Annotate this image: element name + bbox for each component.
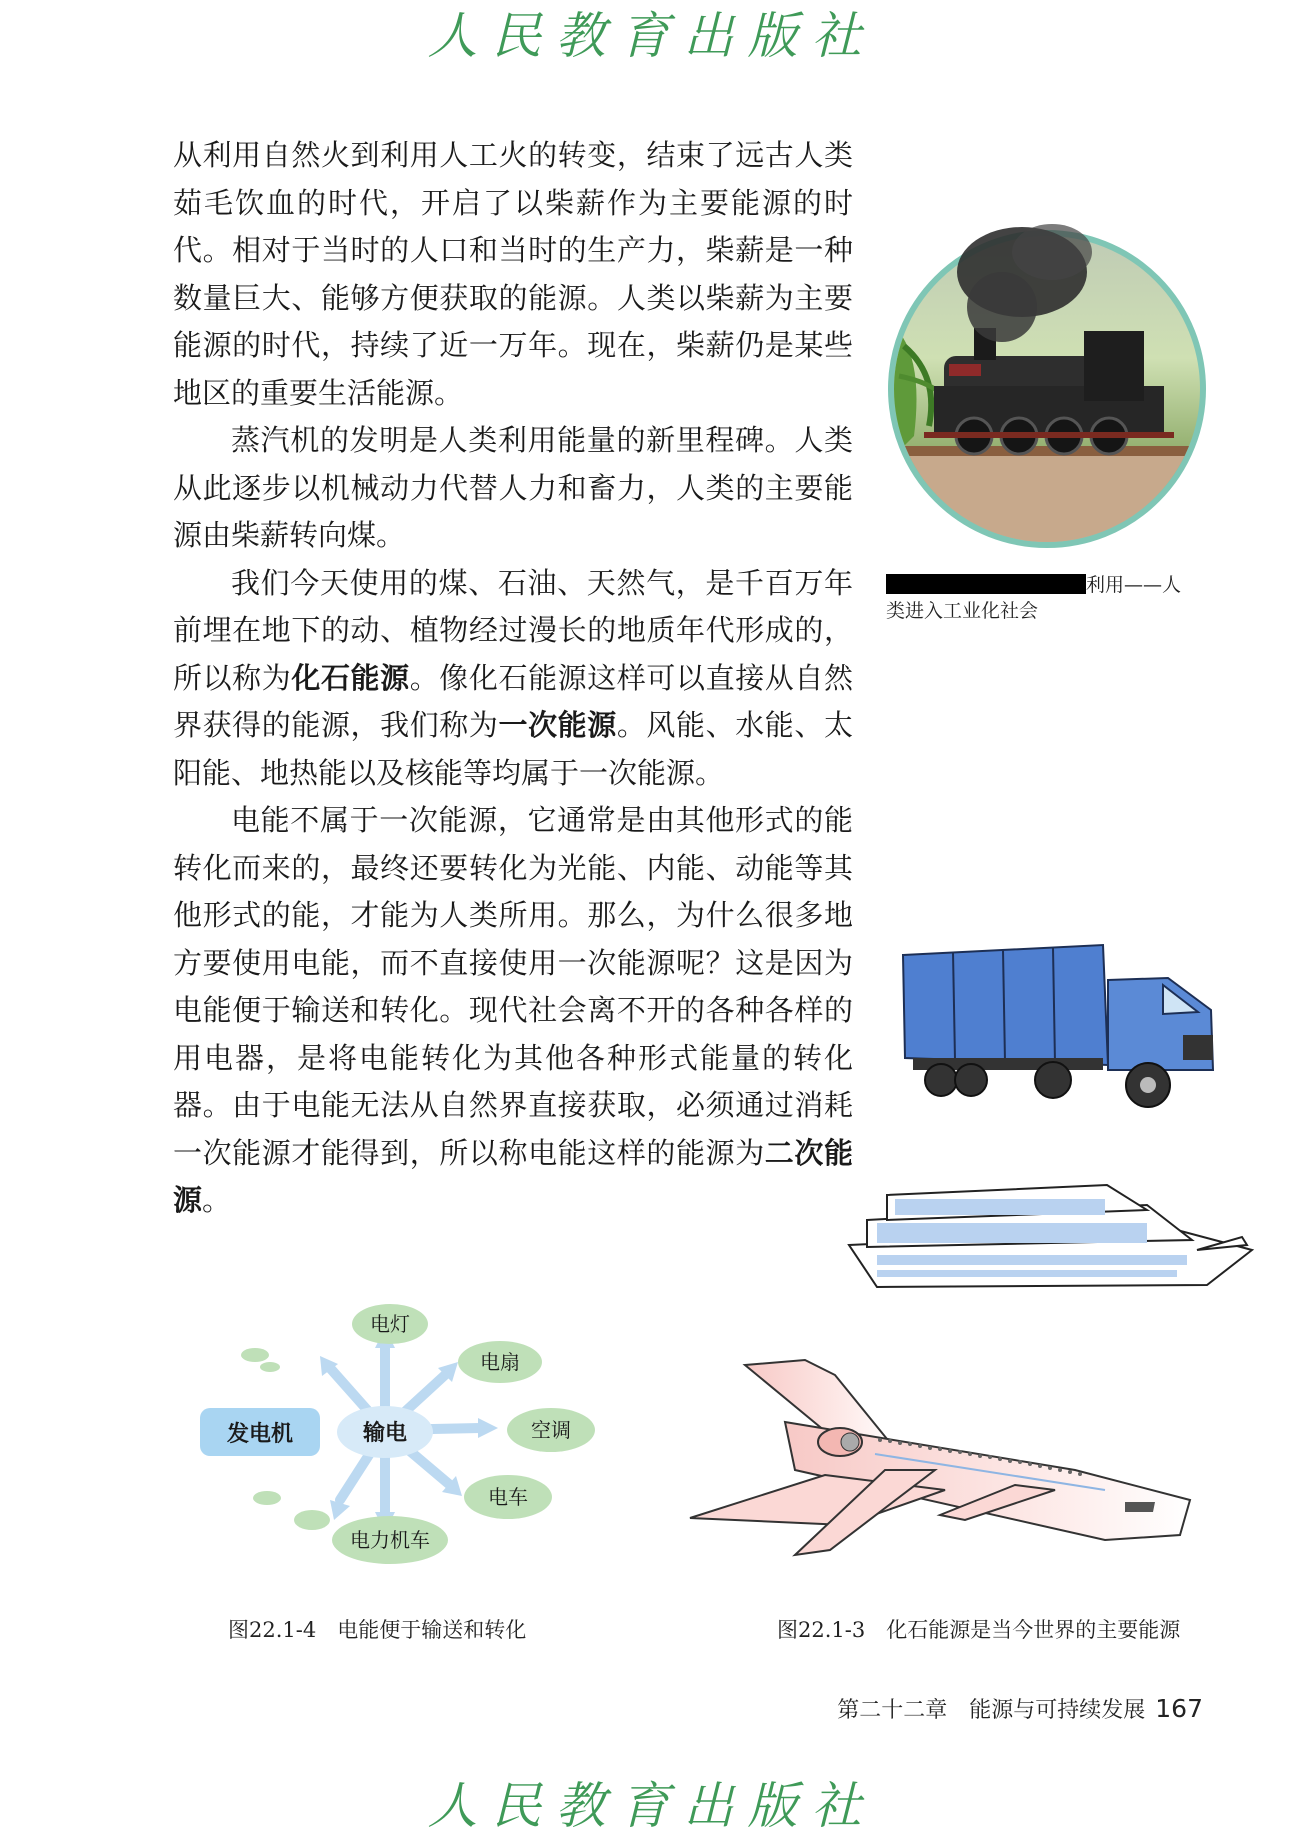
- text-segment: 。风能、水能、太阳能、地热能以及核能等均属于一次能源。: [173, 708, 853, 790]
- decor-bubble: [260, 1362, 280, 1372]
- text-segment: 。: [202, 1183, 232, 1217]
- chapter-title: 第二十二章 能源与可持续发展: [837, 1698, 1146, 1723]
- publisher-watermark-bottom: 人民教育出版社: [427, 1777, 876, 1835]
- text-segment: 蒸汽机的发明是人类利用能量的新里程碑。人类从此逐步以机械动力代替人力和畜力，人类的主要能源由柴薪转向煤。: [173, 423, 853, 552]
- figure-caption-left: 图22.1-4 电能便于输送和转化: [228, 1618, 527, 1642]
- power-transmission-diagram: [200, 1300, 620, 1570]
- paragraph: [173, 132, 853, 417]
- text-segment: 。像化石能源这样可以直接从自然界获得的能源，我们称为: [173, 660, 853, 742]
- hub-label: 输电: [362, 1421, 408, 1446]
- target-label-ac: 空调: [531, 1418, 571, 1442]
- target-label-electric-locomotive: 电力机车: [350, 1528, 430, 1552]
- text-segment: 我们今天使用的煤、石油、天然气，是千百万年前埋在地下的动、植物经过漫长的地质年代形成的，所以称为: [173, 565, 853, 695]
- smoke-cloud: [952, 212, 1102, 362]
- photo-caption-line2: 类进入工业化社会: [886, 600, 1039, 622]
- target-label-fan: 电扇: [480, 1350, 520, 1374]
- target-label-light: 电灯: [370, 1312, 410, 1336]
- key-term: 化石能源: [291, 660, 410, 695]
- truck-illustration: [893, 940, 1223, 1110]
- text-segment: 从利用自然火到利用人工火的转变，结束了远古人类茹毛饮血的时代，开启了以柴薪作为主要能源的时代。相对于当时的人口和当时的生产力，柴薪是一种数量巨大、能够方便获取的能源。人类以柴薪为主要能源的时代，持续了近一万年。现在，柴薪仍是某些地区的重要生活能源。: [173, 138, 853, 410]
- publisher-watermark-top: 人民教育出版社: [427, 7, 876, 65]
- key-term: 二次能源: [173, 1135, 853, 1217]
- photo-caption-line1: 利用——人: [1086, 574, 1182, 596]
- decor-bubble: [253, 1491, 281, 1505]
- ship-illustration: [847, 1175, 1257, 1290]
- figure-caption-right: 图22.1-3 化石能源是当今世界的主要能源: [777, 1618, 1181, 1642]
- photo-caption: [886, 572, 1206, 624]
- text-segment: 电能不属于一次能源，它通常是由其他形式的能转化而来的，最终还要转化为光能、内能、动能等其他形式的能，才能为人类所用。那么，为什么很多地方要使用电能，而不直接使用一次能源呢？这是因为电能便于输送和转化。现代社会离不开的各种各样的用电器，是将电能转化为其他各种形式能量的转化器。由于电能无法从自然界直接获取，必须通过消耗一次能源才能得到，所以称电能这样的能源为: [173, 803, 853, 1170]
- decor-bubble: [241, 1348, 269, 1362]
- paragraph: [173, 417, 853, 560]
- paragraph: [173, 797, 853, 1225]
- body-text: [173, 132, 853, 1225]
- page-footer: [837, 1693, 1203, 1724]
- redacted-box: [886, 574, 1086, 594]
- key-term: 一次能源: [498, 708, 617, 742]
- source-label: 发电机: [226, 1422, 294, 1447]
- airplane-illustration: [685, 1320, 1205, 1560]
- page-number: 167: [1155, 1694, 1203, 1723]
- target-label-tram: 电车: [488, 1485, 528, 1509]
- decor-bubble: [294, 1510, 330, 1530]
- paragraph: [173, 560, 853, 798]
